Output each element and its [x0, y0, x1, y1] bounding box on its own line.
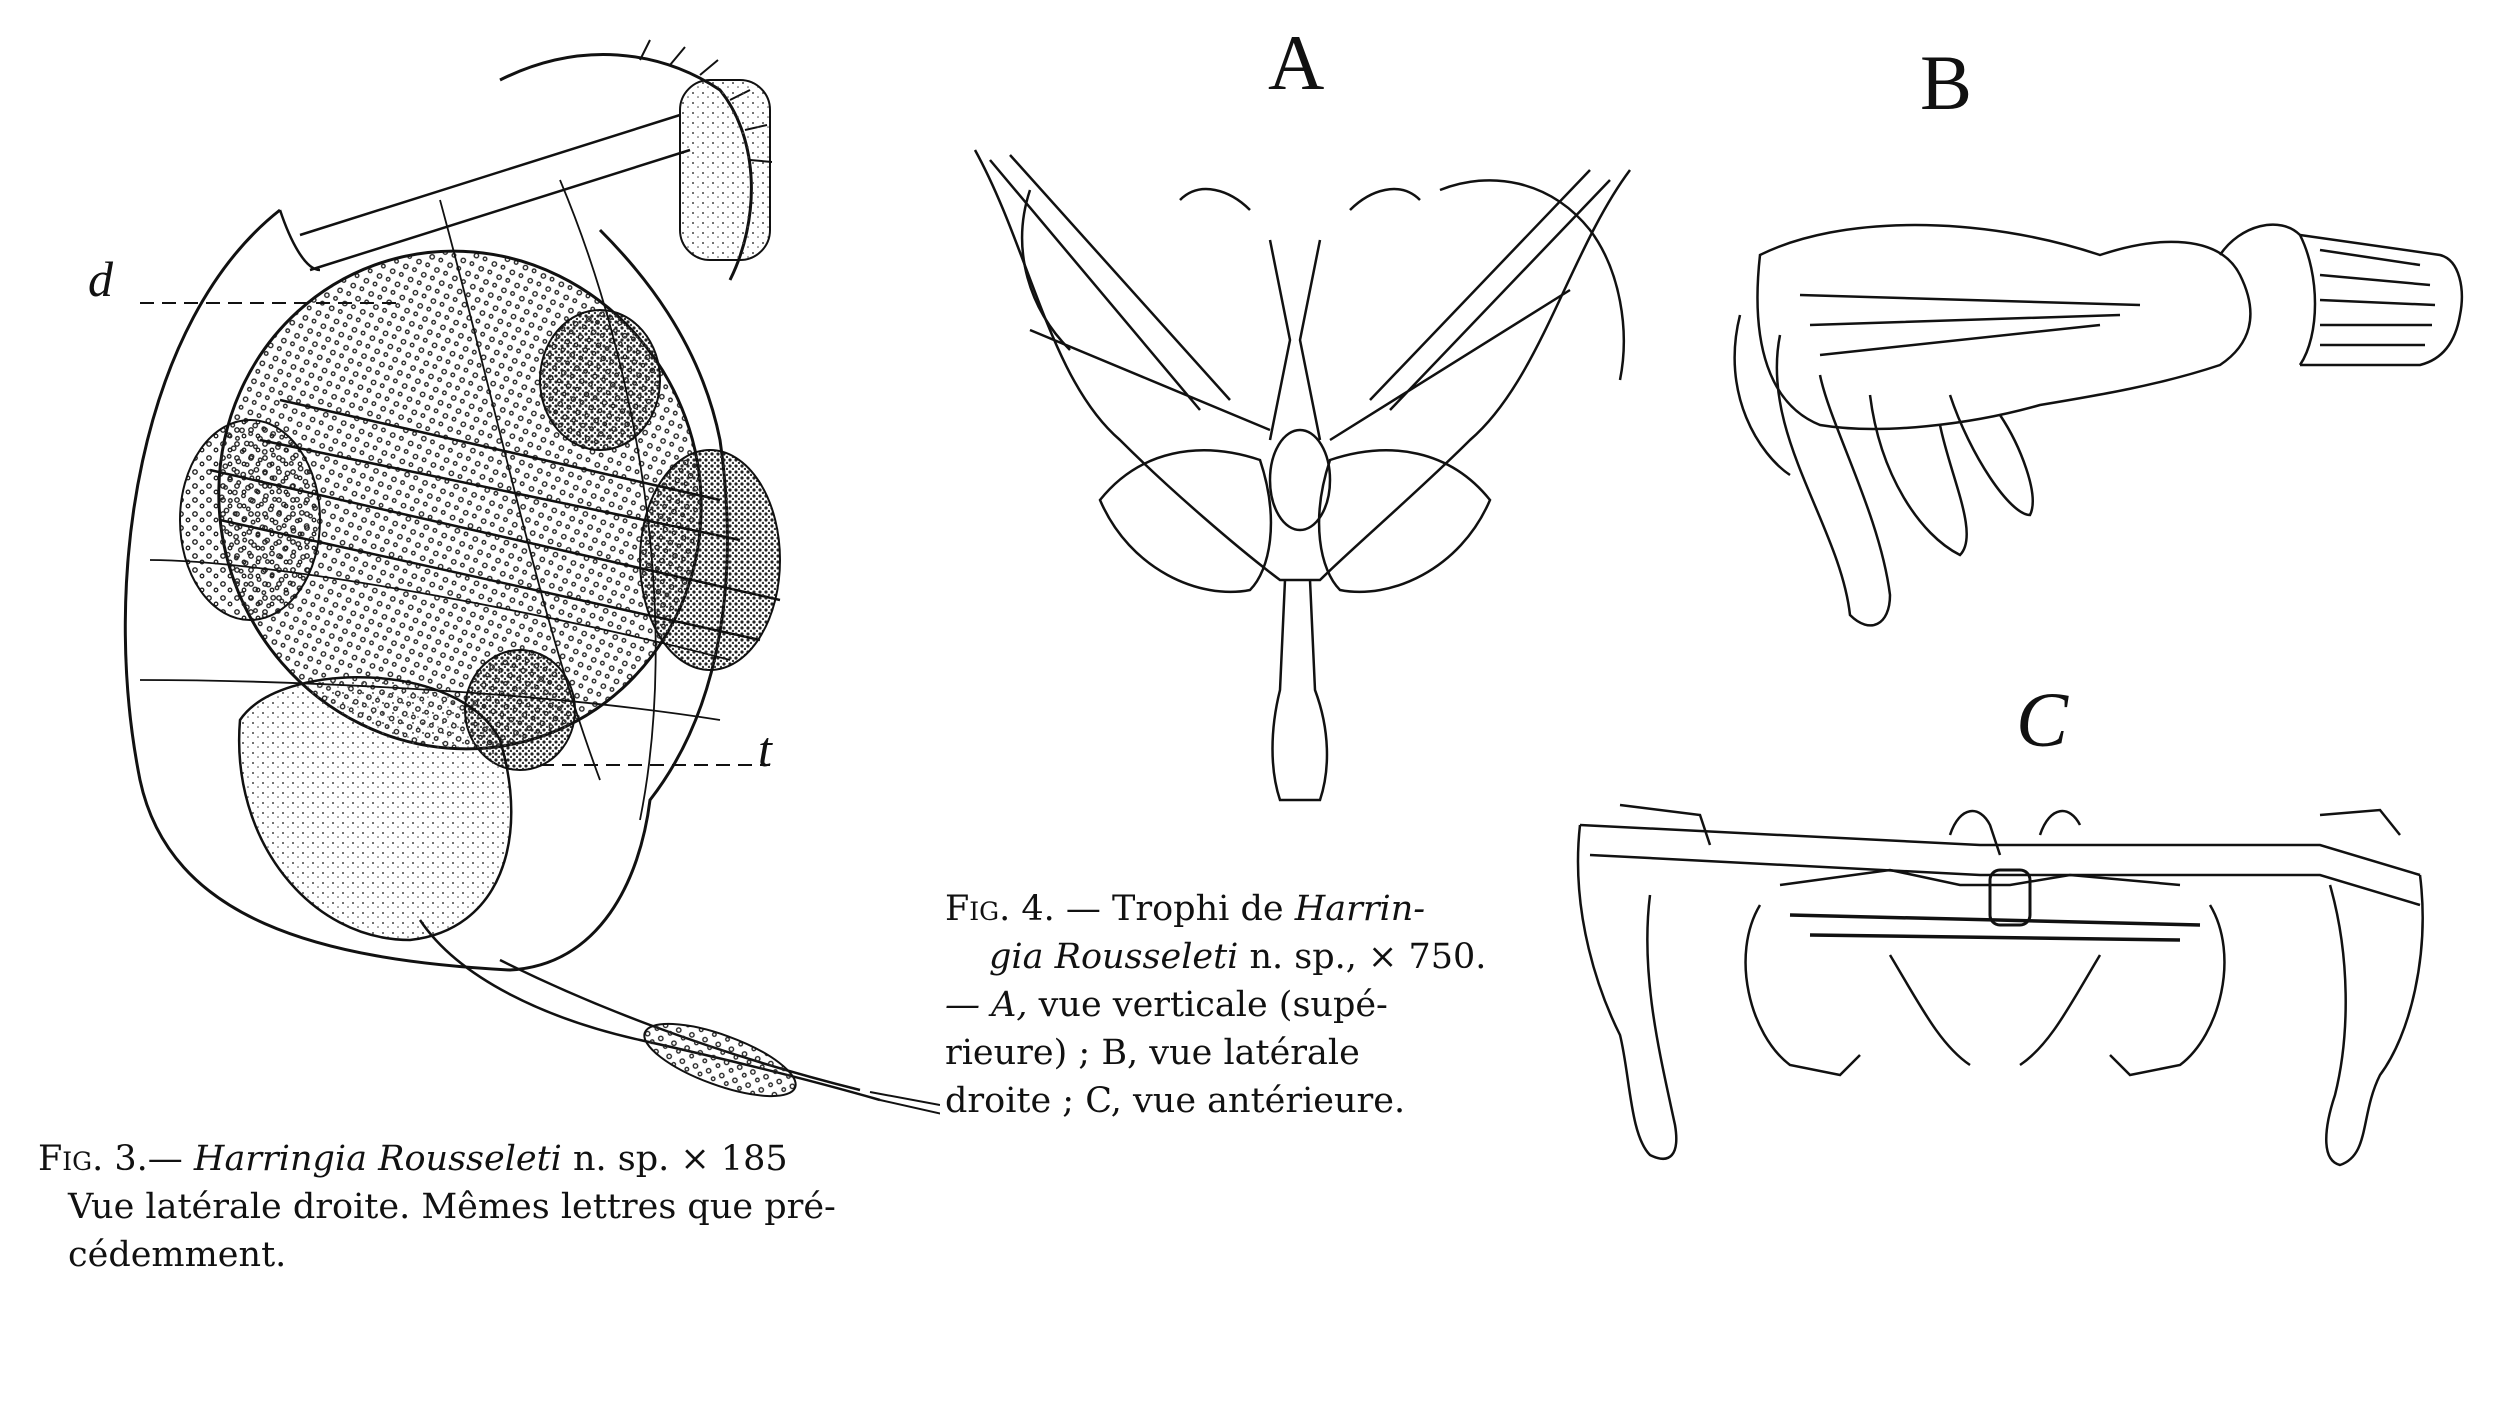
- fig4-view-a-text: vue verticale (supé-: [1027, 985, 1388, 1025]
- fig4-species-name: gia Rousseleti: [989, 937, 1239, 977]
- fig4-caption-line3: [945, 981, 1505, 1029]
- fig4-genus-part: Harrin-: [1294, 889, 1426, 929]
- fig4-caption: [945, 885, 1505, 1125]
- fig4-caption-title: — Trophi de: [1054, 889, 1295, 929]
- fig4-caption-line4: rieure) ; B, vue latérale: [945, 1033, 1360, 1073]
- fig4-b-lateral-drawing: [1720, 195, 2480, 635]
- fig4-a-trophi-drawing: [970, 130, 1670, 810]
- fig4-caption-line2: [945, 933, 1505, 981]
- fig4-number: Fig. 4.: [945, 889, 1055, 929]
- fig3-label-d: d: [88, 251, 113, 307]
- fig4-letter-c: C: [2016, 676, 2069, 763]
- fig3-species-name: Harringia Rousseleti: [193, 1139, 562, 1179]
- fig4-view-a-label: — A,: [945, 985, 1028, 1025]
- fig3-label-t: t: [758, 721, 772, 777]
- fig3-caption-line2: Vue latérale droite. Mêmes lettres que pré-: [68, 1187, 836, 1227]
- fig3-caption: [38, 1135, 918, 1279]
- fig3-caption-line3: cédemment.: [68, 1235, 287, 1275]
- fig4-caption-line1: [945, 885, 1505, 933]
- fig4-magnification: n. sp., × 750.: [1238, 937, 1487, 977]
- fig4-c-anterior-drawing: [1560, 775, 2440, 1215]
- fig4-caption-line5: droite ; C, vue antérieure.: [945, 1081, 1406, 1121]
- fig3-caption-line1: [38, 1135, 918, 1183]
- fig3-number: Fig. 3.—: [38, 1139, 183, 1179]
- fig3-magnification: n. sp. × 185: [561, 1139, 788, 1179]
- fig4-letter-a: A: [1268, 19, 1325, 106]
- fig4-letter-b: B: [1920, 39, 1973, 126]
- fig3-rotifer-drawing: [80, 20, 940, 1120]
